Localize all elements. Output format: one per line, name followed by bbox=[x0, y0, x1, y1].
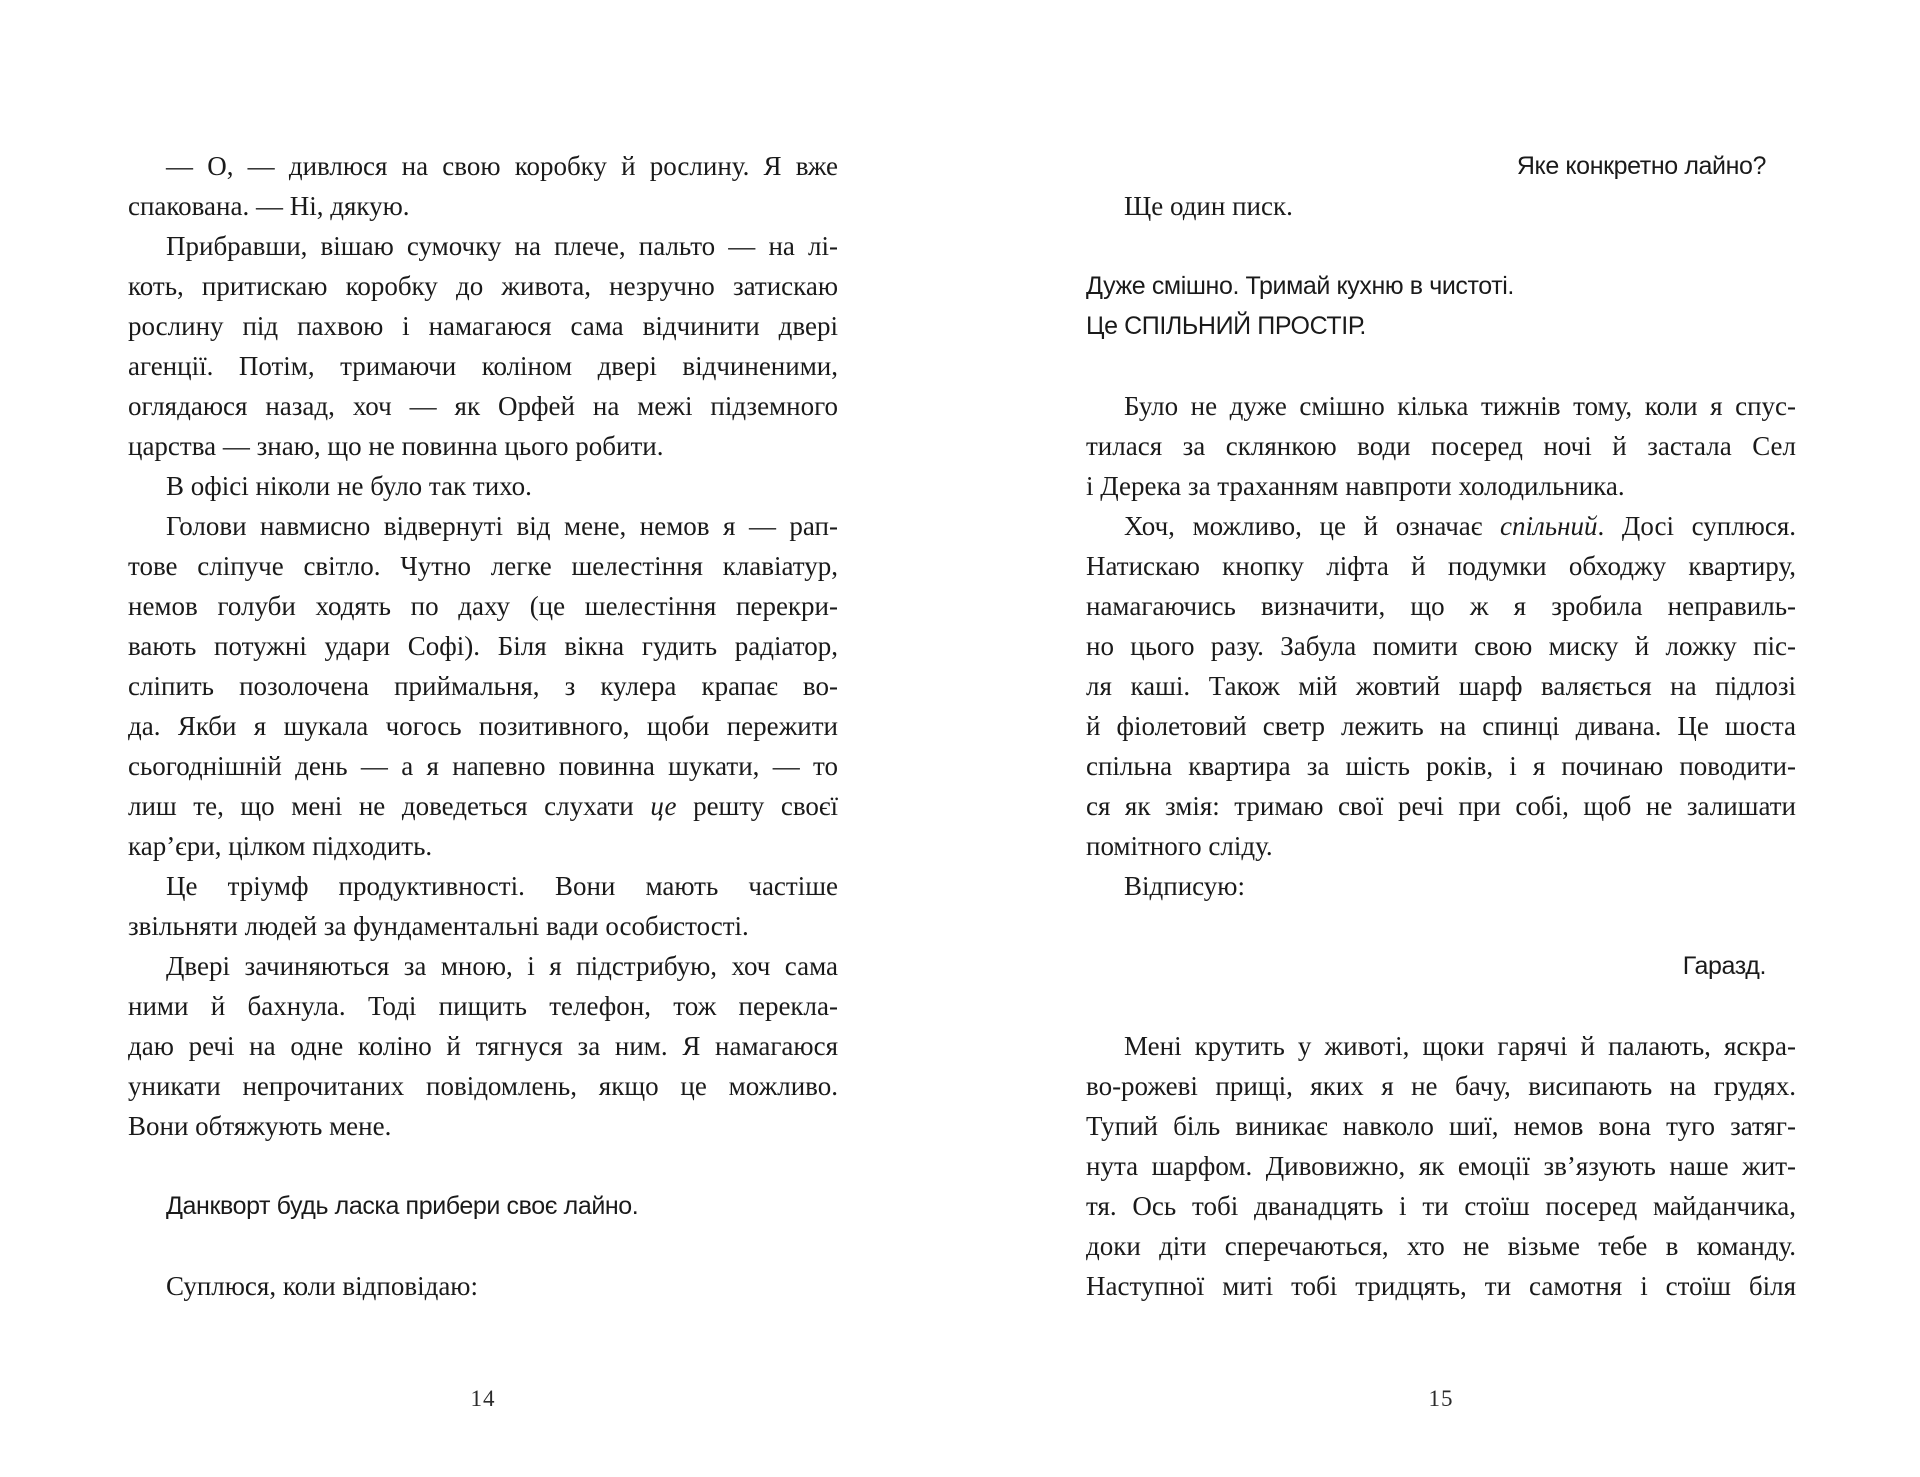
text-line: Прибравши, вішаю сумочку на плече, пальто — на лі- bbox=[166, 231, 838, 261]
text-line: Двері зачиняються за мною, і я підстрибую, хоч сама bbox=[166, 951, 838, 981]
text-line: Голови навмисно відвернуті від мене, немов я — рап- bbox=[166, 511, 838, 541]
message-line: Дуже смішно. Тримай кухню в чистоті. bbox=[1086, 272, 1514, 300]
text-line: помітного сліду. bbox=[1086, 831, 1273, 861]
text-line: вають потужні удари Софі). Біля вікна гудить радіатор, bbox=[128, 631, 838, 661]
blank-line bbox=[1086, 226, 1796, 266]
text-line: нута шарфом. Дивовижно, як емоції зв’язують наше жит- bbox=[1086, 1151, 1796, 1181]
blank-line bbox=[1086, 906, 1796, 946]
message-line: Данкворт будь ласка прибери своє лайно. bbox=[166, 1192, 639, 1220]
text-line: спільна квартира за шість років, і я починаю поводити- bbox=[1086, 751, 1796, 781]
text-line: Натискаю кнопку ліфта й подумки обходжу квартиру, bbox=[1086, 551, 1796, 581]
message-line: Яке конкретно лайно? bbox=[1516, 152, 1766, 180]
blank-line bbox=[1086, 346, 1796, 386]
text-line: звільняти людей за фундаментальні вади особистості. bbox=[128, 911, 749, 941]
text-line: Мені крутить у животі, щоки гарячі й палають, яскра- bbox=[1124, 1031, 1796, 1061]
page-left-text-block bbox=[128, 146, 838, 1306]
italic-text: спільний bbox=[1500, 511, 1598, 541]
text-line bbox=[1086, 506, 1796, 546]
text-line: царства — знаю, що не повинна цього робити. bbox=[128, 431, 664, 461]
text-line bbox=[128, 786, 838, 826]
text-line: тилася за склянкою води посеред ночі й застала Сел bbox=[1086, 431, 1796, 461]
text-line: Суплюся, коли відповідаю: bbox=[166, 1271, 478, 1301]
text-line: доки діти сперечаються, хто не візьме тебе в команду. bbox=[1086, 1231, 1796, 1261]
page-number-left: 14 bbox=[470, 1386, 496, 1411]
text-line: да. Якби я шукала чогось позитивного, щоби пережити bbox=[128, 711, 838, 741]
text-line: — О, — дивлюся на свою коробку й рослину. Я вже bbox=[166, 151, 838, 181]
text-line: Було не дуже смішно кілька тижнів тому, коли я спус- bbox=[1124, 391, 1796, 421]
text-line: Це тріумф продуктивності. Вони мають частіше bbox=[166, 871, 838, 901]
text-line: коть, притискаю коробку до живота, незручно затискаю bbox=[128, 271, 838, 301]
text-line: кар’єри, цілком підходить. bbox=[128, 831, 433, 861]
text-line: Наступної миті тобі тридцять, ти самотня і стоїш біля bbox=[1086, 1271, 1796, 1301]
blank-line bbox=[128, 1146, 838, 1186]
text-line: уникати непрочитаних повідомлень, якщо це можливо. bbox=[128, 1071, 838, 1101]
text-line: ними й бахнула. Тоді пищить телефон, тож перекла- bbox=[128, 991, 838, 1021]
text-line: даю речі на одне коліно й тягнуся за ним. Я намагаюся bbox=[128, 1031, 838, 1061]
text-line: В офісі ніколи не було так тихо. bbox=[166, 471, 532, 501]
text-line: тя. Ось тобі дванадцять і ти стоїш посеред майданчика, bbox=[1086, 1191, 1796, 1221]
text-line: спакована. — Ні, дякую. bbox=[128, 191, 410, 221]
blank-line bbox=[1086, 986, 1796, 1026]
text-segment: решту своєї bbox=[676, 791, 838, 821]
message-line: Це СПІЛЬНИЙ ПРОСТІР. bbox=[1086, 312, 1366, 340]
text-line: ля каші. Також мій жовтий шарф валяється на підлозі bbox=[1086, 671, 1796, 701]
page-right bbox=[960, 0, 1920, 1477]
text-line: намагаючись визначити, що ж я зробила неправиль- bbox=[1086, 591, 1796, 621]
text-segment: лиш те, що мені не доведеться слухати bbox=[128, 791, 651, 821]
text-line: агенції. Потім, тримаючи коліном двері відчиненими, bbox=[128, 351, 838, 381]
text-line: й фіолетовий светр лежить на спинці дивана. Це шоста bbox=[1086, 711, 1796, 741]
text-line: і Дерека за траханням навпроти холодильника. bbox=[1086, 471, 1625, 501]
text-line: сьогоднішній день — а я напевно повинна шукати, — то bbox=[128, 751, 838, 781]
message-line: Гаразд. bbox=[1682, 952, 1766, 980]
text-line: Відписую: bbox=[1124, 871, 1245, 901]
text-line: Ще один писк. bbox=[1124, 191, 1293, 221]
text-segment: . Досі суплюся. bbox=[1597, 511, 1796, 541]
text-line: во-рожеві прищі, яких я не бачу, висипають на грудях. bbox=[1086, 1071, 1796, 1101]
text-line: оглядаюся назад, хоч — як Орфей на межі підземного bbox=[128, 391, 838, 421]
text-line: Тупий біль виникає навколо шиї, немов вона туго затяг- bbox=[1086, 1111, 1796, 1141]
blank-line bbox=[128, 1226, 838, 1266]
italic-text: це bbox=[650, 791, 677, 821]
text-line: Вони обтяжують мене. bbox=[128, 1111, 392, 1141]
page-number-right: 15 bbox=[1428, 1386, 1454, 1411]
text-segment: Хоч, можливо, це й означає bbox=[1124, 511, 1501, 541]
text-line: но цього разу. Забула помити свою миску й ложку піс- bbox=[1086, 631, 1796, 661]
text-line: немов голуби ходять по даху (це шелестіння перекри- bbox=[128, 591, 838, 621]
text-line: ся як змія: тримаю свої речі при собі, щоб не залишати bbox=[1086, 791, 1796, 821]
text-line: сліпить позолочена приймальня, з кулера крапає во- bbox=[128, 671, 838, 701]
text-line: рослину під пахвою і намагаюся сама відчинити двері bbox=[128, 311, 838, 341]
page-right-text-block bbox=[1086, 146, 1796, 1306]
text-line: тове сліпуче світло. Чутно легке шелестіння клавіатур, bbox=[128, 551, 838, 581]
